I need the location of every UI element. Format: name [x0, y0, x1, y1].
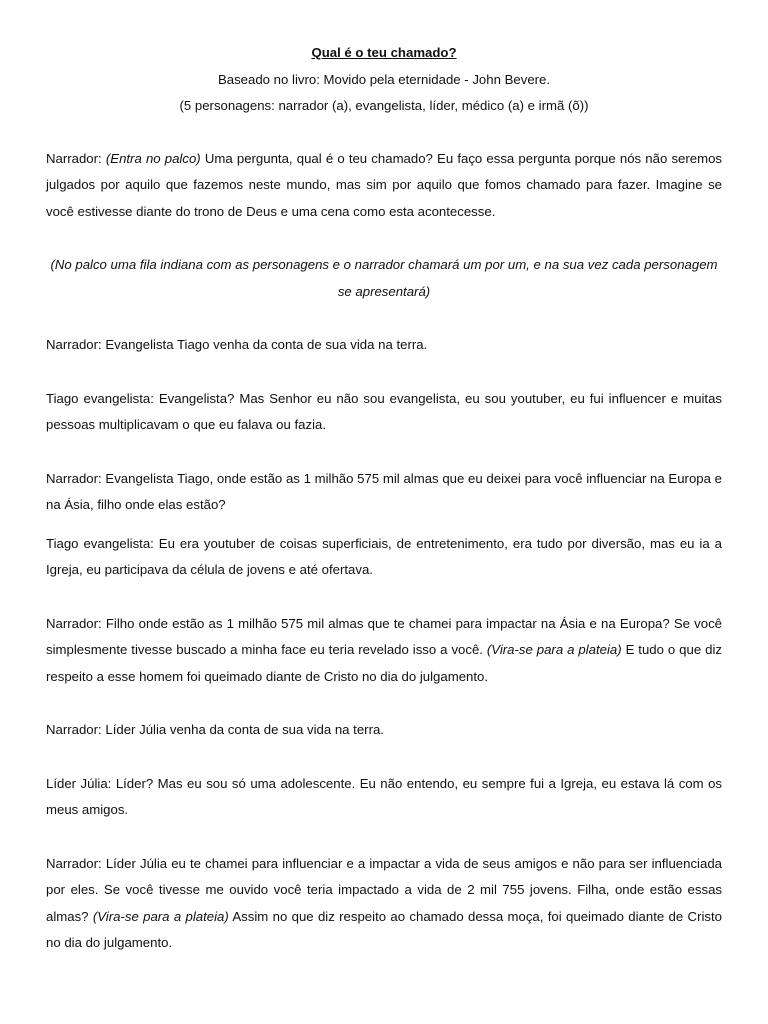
document-title: Qual é o teu chamado? — [311, 45, 457, 60]
stage-direction: (Vira-se para a plateia) — [92, 908, 229, 924]
speaker-label: Líder Júlia: — [46, 775, 112, 791]
paragraph-narrator-call-julia — [46, 717, 722, 744]
dialogue-text: E tudo o que diz respeito a esse homem foi queimado diante de Cristo no dia do julgamento. — [46, 642, 722, 684]
dialogue-text: Líder? Mas eu sou só uma adolescente. Eu não entendo, eu sempre fui a Igreja, eu estava lá com os meus amigos. — [46, 775, 723, 817]
speaker-label: Tiago evangelista: — [46, 535, 154, 551]
source-book-line: Baseado no livro: Movido pela eternidade - John Bevere. — [217, 71, 551, 87]
stage-direction: (Vira-se para a plateia) — [486, 642, 622, 657]
document-page — [46, 40, 722, 957]
speaker-label: Narrador: — [46, 855, 102, 871]
paragraph-julia-reply — [46, 771, 722, 824]
speaker-label: Narrador: — [46, 615, 102, 631]
cast-line: (5 personagens: narrador (a), evangelista, líder, médico (a) e irmã (õ)) — [179, 98, 589, 113]
stage-direction: (Entra no palco) — [105, 150, 201, 166]
dialogue-text: Líder Júlia eu te chamei para influenciar e a impactar a vida de seus amigos e não para ser influenciada por eles. Se você tivesse me ouvido você teria impactado a vida de 2 mil 755 jovens. Filha, onde estão essas almas? — [46, 855, 722, 924]
speaker-label: Tiago evangelista: — [46, 390, 154, 406]
speaker-label: Narrador: — [46, 722, 102, 737]
paragraph-tiago-reply — [46, 386, 722, 439]
paragraph-narrator-julia-judgment — [46, 851, 722, 957]
stage-direction-paragraph: (No palco uma fila indiana com as personagens e o narrador chamará um por um, e na sua vez cada personagem se apresentará) — [50, 257, 718, 299]
dialogue-text: Líder Júlia venha da conta de sua vida na terra. — [105, 722, 384, 737]
dialogue-text: Evangelista? Mas Senhor eu não sou evangelista, eu sou youtuber, eu fui influencer e muitas pessoas multiplicavam o que eu falava ou fazia. — [46, 390, 723, 432]
speaker-label: Narrador: — [46, 150, 102, 166]
paragraph-narrator-intro — [46, 146, 722, 226]
dialogue-text: Filho onde estão as 1 milhão 575 mil almas que te chamei para impactar na Ásia e na Europa? Se você simplesmente tivesse buscado a minha face eu teria revelado isso a você. — [46, 615, 722, 657]
dialogue-text: Evangelista Tiago, onde estão as 1 milhão 575 mil almas que eu deixei para você influenciar na Europa e na Ásia, filho onde elas estão? — [46, 470, 722, 512]
paragraph-tiago-answer — [46, 531, 722, 584]
speaker-label: Narrador: — [46, 337, 102, 352]
paragraph-narrator-tiago-question — [46, 466, 722, 519]
dialogue-text: Assim no que diz respeito ao chamado dessa moça, foi queimado diante de Cristo no dia do julgamento. — [46, 908, 722, 950]
paragraph-narrator-call-tiago — [46, 332, 722, 359]
dialogue-text: Uma pergunta, qual é o teu chamado? Eu faço essa pergunta porque nós não seremos julgados por aquilo que fazemos neste mundo, mas sim por aquilo que fomos chamado para fazer. Imagine se você estivesse diante do trono de Deus e uma cena como esta acontecesse. — [46, 150, 723, 219]
dialogue-text: Evangelista Tiago venha da conta de sua vida na terra. — [105, 337, 428, 352]
paragraph-narrator-tiago-judgment — [46, 611, 722, 691]
speaker-label: Narrador: — [46, 470, 102, 486]
dialogue-text: Eu era youtuber de coisas superficiais, de entretenimento, era tudo por diversão, mas eu ia a Igreja, eu participava da célula de jovens e até ofertava. — [46, 535, 722, 577]
